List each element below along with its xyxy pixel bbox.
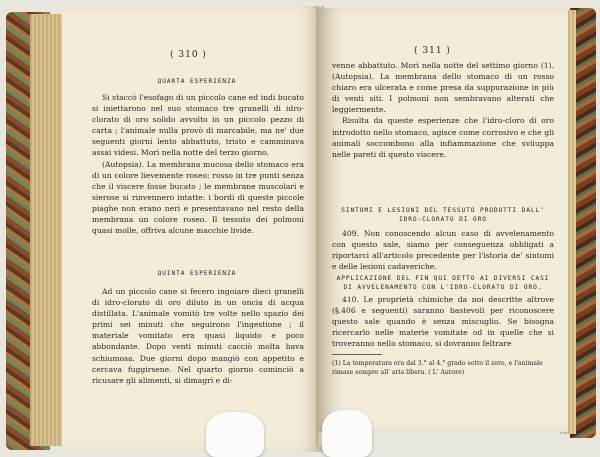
left-text-block-1 [92, 92, 304, 236]
paragraph-409: 409. Non conoscendo alcun caso di avvelenamento con questo sale, siamo per conseguenza obbligati a riportarci all'articolo precedente per l'istoria de' sintomi e delle lesioni cadaveriche. [332, 229, 554, 272]
right-text-block-3 [332, 294, 554, 349]
left-page [62, 6, 324, 452]
right-paragraph-1: venne abbattuto. Morì nella notte del settimo giorno (1). (Autopsia). La membrana dello stomaco di un rosso chiaro era ulcerata e come presa da suppurazione in più di venti siti. I polmoni non sembravano alterati che leggiermente. [332, 61, 554, 115]
heading-quinta-esperienza: QUINTA ESPERIENZA [157, 270, 237, 277]
heading-quarta-esperienza: QUARTA ESPERIENZA [157, 78, 237, 85]
left-page-number: ( 310 ) [170, 50, 207, 60]
right-bookmark-ribbon [322, 410, 372, 457]
right-text-block-2 [332, 228, 554, 272]
right-text-block-1 [332, 60, 554, 160]
heading-sintomi-lesioni: SINTOMI E LESIONI DEL TESSUTO PRODOTTI DALL' IDRO-CLORATO DI ORO [341, 207, 545, 223]
footnote: (1) La temperatura era dal 3.° al 4.° grado sotto il zero, e l'animale rimase sempre all' aria libera. ( L' Autore) [332, 360, 543, 376]
left-paragraph-2: (Autopsia). La membrana mucosa dello stomaco era di un colore lievemente roseo; rosso in tre punti senza che il viscere fosse bucato ; le membrane muscolari e sierose si rinvennero intatte: i bordi di queste piccole piaghe non erano neri e presentavano nel resto della membrana un colore roseo. Il tessuto dei polmoni quasi molle, offriva alcune macchie livide. [92, 159, 304, 236]
paragraph-410: 410. Le proprietà chimiche da noi descritte altrove (§.406 e seguenti) saranno bastevoli per riconoscere questo sale quando è senza miscuglio. Se bisogna ricercarlo nelle materie vomitate od in quelle che si troveranno nello stomaco, si dovranno feltrare [332, 295, 554, 349]
left-paragraph-1: Si staccò l'esofago di un piccolo cane ed indi bucato si iniettarono nel suo stomaco tre granelli di idro-clorato di oro solido avvolto in un piccolo pezzo di carta ; l'animale nulla provò di marcabile, ma ne' due seguenti giorni lento abbattuto, tristo e camminava assai videsi. Morì nella notte del terzo giorno. [92, 93, 304, 158]
left-text-block-2 [92, 286, 304, 386]
left-bookmark-ribbon [206, 412, 264, 457]
right-page [318, 8, 568, 432]
right-paragraph-2: Risulta da queste esperienze che l'idro-cloro di oro introdotto nello stomaco, agisce come corrosivo e che gli animali soccombono alla infiammazione che sviluppa nelle pareti di questo viscere. [332, 116, 554, 159]
footnote-rule [332, 354, 382, 355]
heading-applicazione: APPLICAZIONE DEL FIN QUI DETTO AI DIVERSI CASI DI AVVELENAMENTO CON L'IDRO-CLORATO DI ORO. [336, 275, 550, 291]
left-paragraph-3: Ad un piccolo cane si fecero ingoiare dieci granelli di idro-clorato di oro diluto in un oncia di acqua distillata. L'animale vomitò tre volte nello spazio dei primi sei minuti che seguirono l'ingestione ; il materiale vomitato era quasi liquido e poco abbondante. Dopo venti minuti cacciò molta bava schiumosa. Due giorni dopo mangiò con appetito e cercava fuggirsene. Nel quarto giorno cominciò a ricusare gli alimenti, si dimagrì e di- [92, 287, 304, 385]
right-page-number: ( 311 ) [414, 46, 451, 56]
